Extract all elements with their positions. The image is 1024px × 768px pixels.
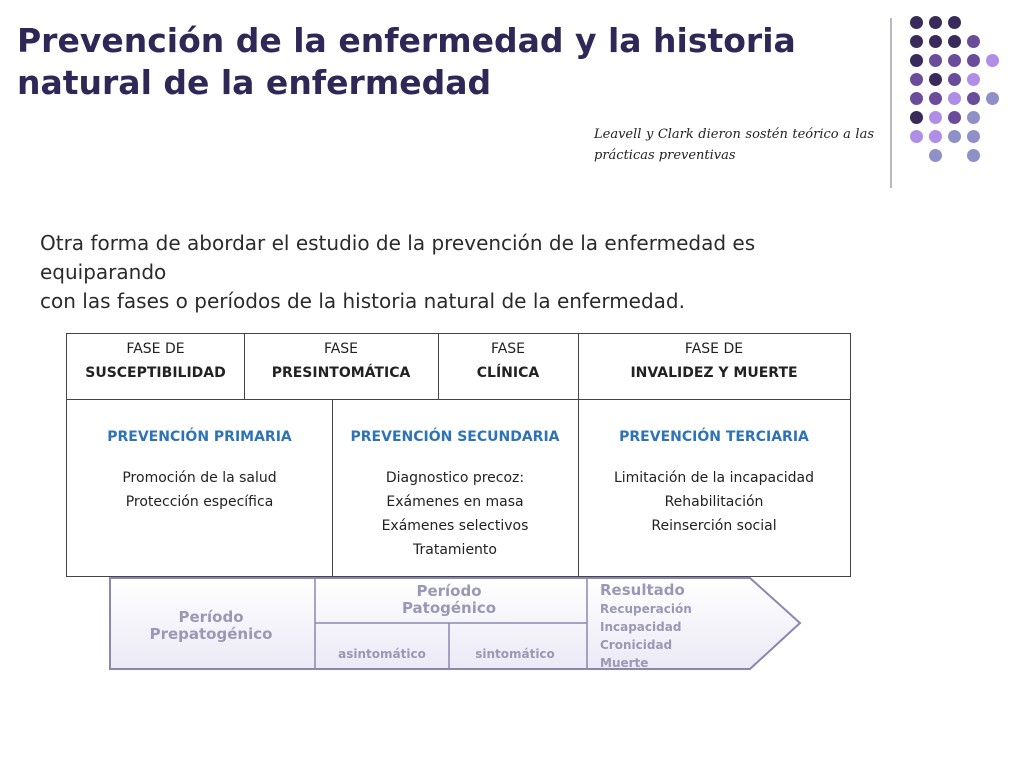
decorative-dot (910, 92, 923, 105)
prevention-title: PREVENCIÓN SECUNDARIA (350, 429, 560, 445)
decorative-dot (967, 92, 980, 105)
vertical-divider (890, 18, 892, 188)
decorative-dot (910, 35, 923, 48)
resultado-item: Recuperación (600, 602, 692, 616)
decorative-dot-grid (910, 16, 1010, 166)
decorative-dot (986, 92, 999, 105)
phases-prevention-table (66, 333, 851, 577)
prevention-item: Promoción de la salud (122, 470, 277, 486)
patogenico-line-1: Período (416, 582, 482, 600)
prevention-items (332, 466, 578, 562)
decorative-dot (929, 16, 942, 29)
decorative-dot (986, 54, 999, 67)
decorative-dot (948, 35, 961, 48)
slide-title-line-2: natural de la enfermedad (17, 63, 492, 102)
asintomatico-label: asintomático (338, 647, 426, 661)
decorative-dot (948, 111, 961, 124)
natural-history-diagram (108, 577, 808, 677)
header-label: FASE DE (684, 341, 744, 357)
decorative-dot (948, 16, 961, 29)
prevention-item: Reinserción social (651, 518, 777, 534)
header-label: FASE (490, 341, 526, 357)
decorative-dot (948, 92, 961, 105)
prevention-title: PREVENCIÓN TERCIARIA (619, 429, 809, 445)
header-separator (244, 334, 245, 400)
decorative-dot (929, 35, 942, 48)
decorative-dot (910, 16, 923, 29)
header-label: FASE DE (126, 341, 185, 357)
slide-title (17, 20, 877, 104)
slide-title-line-1: Prevención de la enfermedad y la historia (17, 21, 796, 60)
prevention-item: Exámenes en masa (386, 494, 524, 510)
decorative-dot (910, 54, 923, 67)
resultado-item: Muerte (600, 656, 649, 670)
prevention-item: Limitación de la incapacidad (613, 470, 815, 486)
header-cell-presintomatica (244, 334, 438, 400)
header-separator (438, 334, 439, 400)
intro-line-2: con las fases o períodos de la historia natural de la enfermedad. (40, 289, 685, 313)
prevention-items (578, 466, 850, 538)
prevention-item: Exámenes selectivos (381, 518, 529, 534)
header-phase: INVALIDEZ Y MUERTE (630, 365, 798, 381)
prevention-item: Protección específica (125, 494, 274, 510)
prevention-item: Rehabilitación (664, 494, 764, 510)
header-phase: SUSCEPTIBILIDAD (85, 365, 226, 381)
intro-line-1: Otra forma de abordar el estudio de la prevención de la enfermedad es equiparando (40, 231, 756, 284)
prevencion-primaria-cell (67, 400, 332, 576)
citation-note: Leavell y Clark dieron sostén teórico a las prácticas preventivas (594, 127, 874, 163)
prevention-items (67, 466, 332, 514)
header-label: FASE (323, 341, 359, 357)
decorative-dot (929, 73, 942, 86)
resultado-title: Resultado (600, 581, 685, 599)
header-phase: CLÍNICA (476, 365, 540, 381)
natural-history-arrow (108, 577, 808, 673)
decorative-dot (929, 130, 942, 143)
intro-paragraph (40, 229, 880, 316)
decorative-dot (967, 149, 980, 162)
sintomatico-label: sintomático (475, 647, 555, 661)
prevention-item: Tratamiento (413, 542, 497, 558)
patogenico-line-2: Patogénico (401, 599, 497, 617)
prepatogenico-line-1: Período (178, 608, 244, 626)
decorative-dot (910, 111, 923, 124)
prevencion-secundaria-cell (332, 400, 578, 576)
header-phase: PRESINTOMÁTICA (271, 365, 411, 381)
decorative-dot (948, 73, 961, 86)
decorative-dot (948, 54, 961, 67)
header-cell-susceptibilidad (67, 334, 244, 400)
decorative-dot (967, 130, 980, 143)
decorative-dot (929, 149, 942, 162)
prevencion-terciaria-cell (578, 400, 850, 576)
decorative-dot (967, 111, 980, 124)
decorative-dot (929, 111, 942, 124)
resultado-item: Incapacidad (600, 620, 682, 634)
decorative-dot (948, 130, 961, 143)
decorative-dot (967, 73, 980, 86)
decorative-dot (910, 73, 923, 86)
decorative-dot (967, 35, 980, 48)
decorative-dot (929, 92, 942, 105)
header-cell-clinica (438, 334, 578, 400)
prepatogenico-line-2: Prepatogénico (149, 625, 273, 643)
decorative-dot (910, 130, 923, 143)
prevention-item: Diagnostico precoz: (385, 470, 525, 486)
header-cell-invalidez (578, 334, 850, 400)
prevention-title: PREVENCIÓN PRIMARIA (107, 429, 292, 445)
decorative-dot (967, 54, 980, 67)
decorative-dot (929, 54, 942, 67)
resultado-item: Cronicidad (600, 638, 673, 652)
